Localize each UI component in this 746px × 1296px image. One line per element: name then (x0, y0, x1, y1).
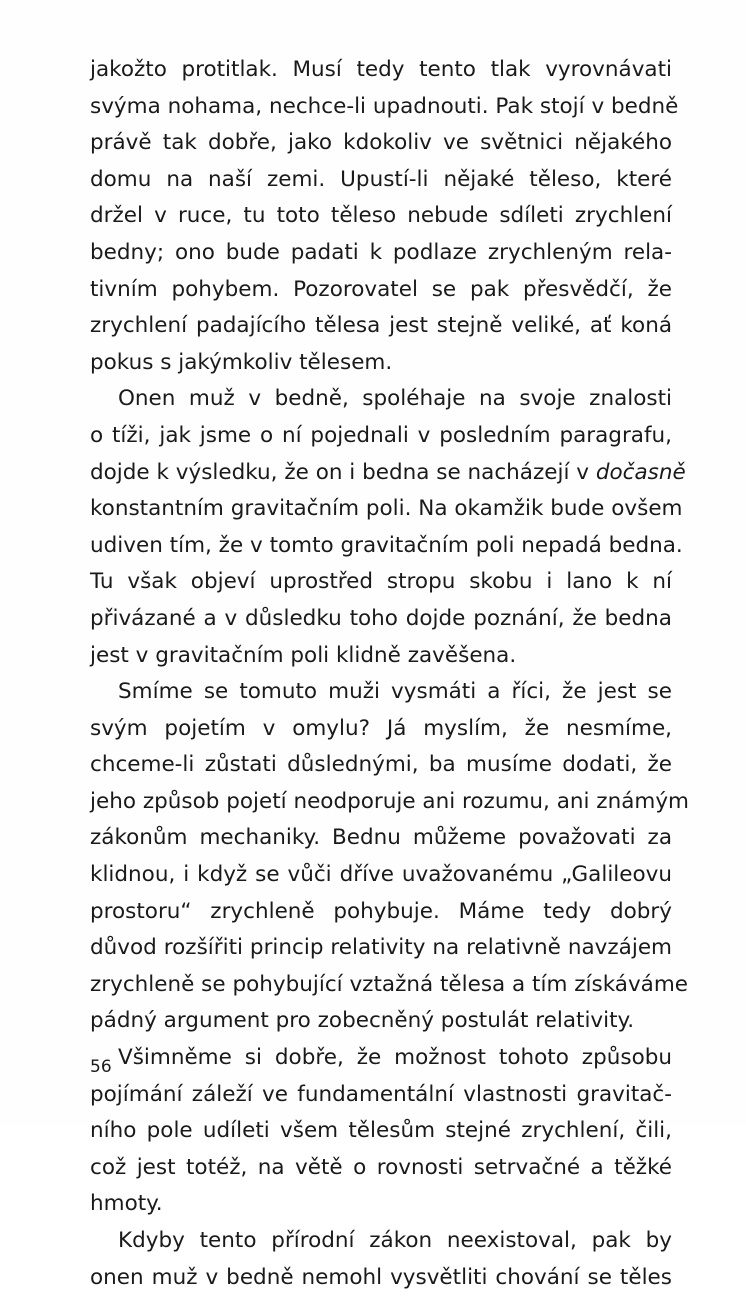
text-line: bedny; ono bude padati k podlaze zrychleným rela- (90, 239, 672, 265)
text-line: udiven tím, že v tomto gravitačním poli nepadá bedna. (90, 532, 683, 558)
text-line: jeho způsob pojetí neodporuje ani rozumu, ani známým (90, 788, 689, 814)
text-line: Kdyby tento přírodní zákon neexistoval, pak by (118, 1228, 672, 1253)
body-text (90, 52, 689, 1296)
text-line: domu na naší zemi. Upustí-li nějaké těleso, které (90, 166, 672, 192)
text-line: Tu však objeví uprostřed stropu skobu i lano k ní (90, 569, 672, 595)
text-line: což jest totéž, na větě o rovnosti setrvačné a těžké (90, 1154, 672, 1180)
text-line: onen muž v bedně nemohl vysvětliti chování se těles (90, 1264, 672, 1290)
text-line-segment: dojde k výsledku, že on i bedna se nacházejí v (90, 459, 596, 485)
text-line: o tíži, jak jsme o ní pojednali v posledním paragrafu, (90, 422, 672, 448)
text-line: Všimněme si dobře, že možnost tohoto způsobu (118, 1045, 672, 1071)
page-number: 56 (90, 1057, 112, 1077)
text-line: svýma nohama, nechce-li upadnouti. Pak stojí v bedně (90, 93, 679, 119)
text-line: Smíme se tomuto muži vysmáti a říci, že jest se (118, 679, 672, 705)
text-line: jest v gravitačním poli klidně zavěšena. (90, 642, 517, 668)
text-line: tivním pohybem. Pozorovatel se pak přesvědčí, že (90, 276, 672, 302)
text-line: zrychleně se pohybující vztažná tělesa a tím získáváme (90, 971, 689, 997)
text-line: pádný argument pro zobecněný postulát relativity. (90, 1008, 635, 1034)
text-line: důvod rozšířiti princip relativity na relativně navzájem (90, 935, 672, 961)
text-line: přivázané a v důsledku toho dojde poznání, že bedna (90, 605, 672, 631)
text-line: držel v ruce, tu toto těleso nebude sdíleti zrychlení (90, 203, 672, 229)
text-line: pojímání záleží ve fundamentální vlastnosti gravitač- (90, 1081, 672, 1107)
text-line: Onen muž v bedně, spoléhaje na svoje znalosti (118, 386, 672, 412)
text-line: zákonům mechaniky. Bednu můžeme považovati za (90, 825, 672, 851)
emphasized-word: dočasně (595, 459, 686, 485)
text-line: prostoru“ zrychleně pohybuje. Máme tedy dobrý (90, 898, 672, 924)
text-line: klidnou, i když se vůči dříve uvažovanému „Galileovu (90, 862, 672, 888)
text-line: pokus s jakýmkoliv tělesem. (90, 349, 393, 375)
text-line: konstantním gravitačním poli. Na okamžik bude ovšem (90, 496, 683, 522)
text-line: chceme-li zůstati důslednými, ba musíme dodati, že (90, 752, 672, 778)
text-line: ního pole udíleti všem tělesům stejné zrychlení, čili, (90, 1118, 672, 1144)
text-line: hmoty. (90, 1191, 163, 1217)
text-line: svým pojetím v omylu? Já myslím, že nesmíme, (90, 715, 672, 741)
text-line: jakožto protitlak. Musí tedy tento tlak vyrovnávati (90, 57, 672, 82)
text-line: zrychlení padajícího tělesa jest stejně veliké, ať koná (90, 313, 672, 339)
text-line (90, 455, 686, 492)
text-line: právě tak dobře, jako kdokoliv ve světnici nějakého (90, 130, 672, 156)
